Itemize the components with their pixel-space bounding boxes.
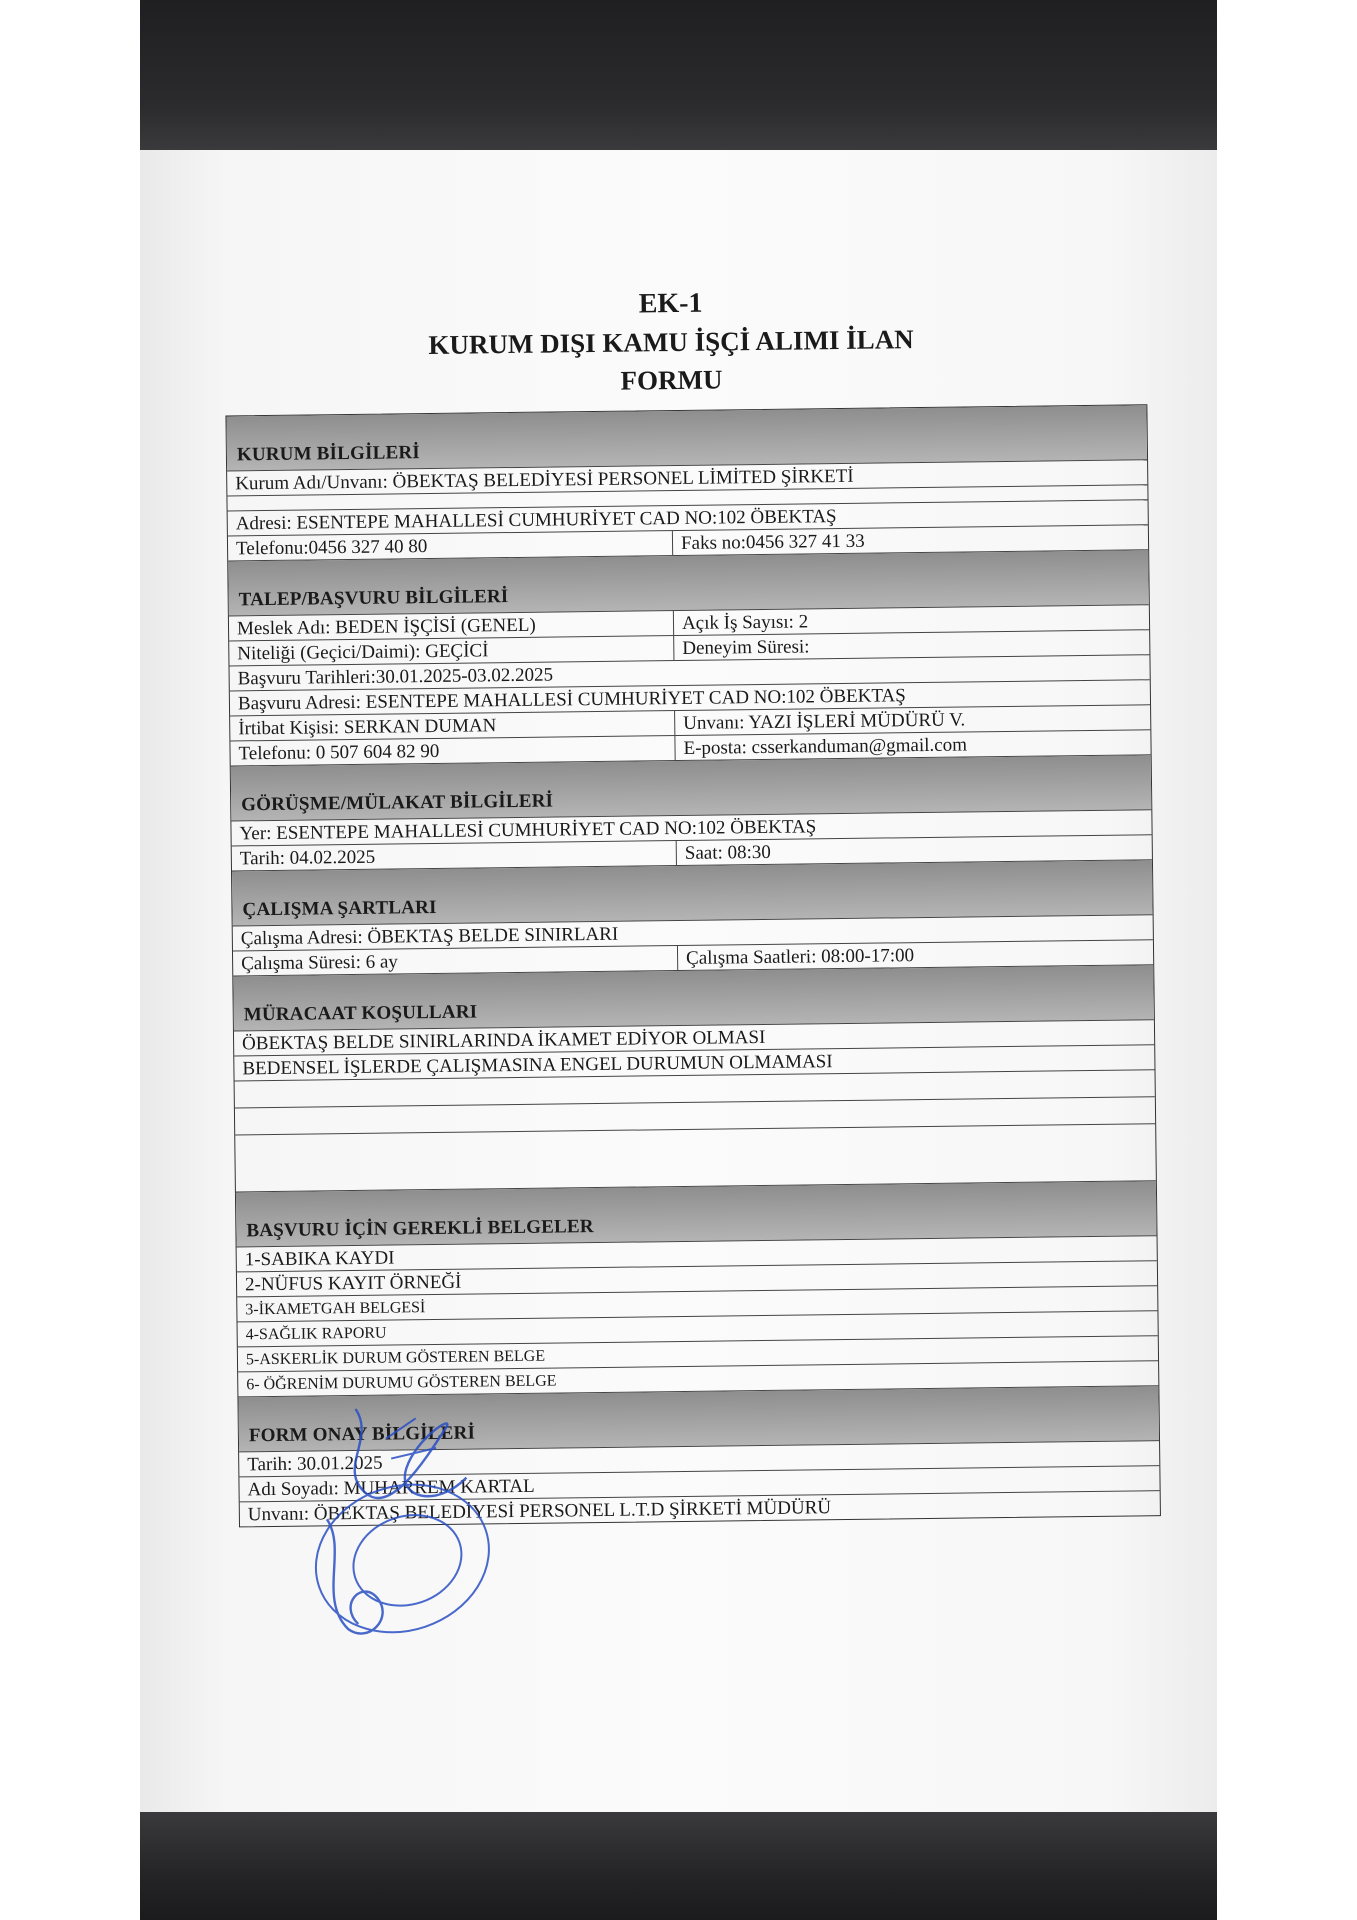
deneyim-suresi: Deneyim Süresi: — [682, 636, 810, 659]
irtibat-telefon: Telefonu: 0 507 604 82 90 — [230, 736, 675, 765]
irtibat-kisisi: İrtibat Kişisi: SERKAN DUMAN — [230, 711, 675, 740]
belge-item: 2-NÜFUS KAYIT ÖRNEĞİ — [244, 1271, 462, 1296]
belge-item: 5-ASKERLİK DURUM GÖSTEREN BELGE — [245, 1347, 546, 1369]
document-page — [140, 150, 1217, 1812]
calisma-adresi: Çalışma Adresi: ÖBEKTAŞ BELDE SINIRLARI — [240, 923, 619, 950]
section-header-belgeler: BAŞVURU İÇİN GEREKLİ BELGELER — [236, 1181, 1157, 1247]
belge-item: 6- ÖĞRENİM DURUMU GÖSTEREN BELGE — [246, 1372, 557, 1394]
title-line-2: KURUM DIŞI KAMU İŞÇİ ALIMI İLAN — [428, 324, 914, 361]
title-line-3: FORMU — [620, 364, 723, 396]
niteligi: Niteliği (Geçici/Daimi): GEÇİCİ — [229, 636, 674, 665]
belge-item: 4-SAĞLIK RAPORU — [245, 1324, 387, 1344]
meslek-adi: Meslek Adı: BEDEN İŞÇİSİ (GENEL) — [229, 611, 674, 640]
kurum-faks: Faks no:0456 327 41 33 — [680, 530, 865, 554]
kurum-telefon: Telefonu:0456 327 40 80 — [228, 531, 673, 560]
irtibat-unvani: Unvanı: YAZI İŞLERİ MÜDÜRÜ V. — [683, 709, 966, 734]
document-title — [132, 278, 1210, 405]
calisma-saatleri: Çalışma Saatleri: 08:00-17:00 — [685, 945, 915, 969]
section-header-talep: TALEP/BAŞVURU BİLGİLERİ — [228, 550, 1149, 616]
gorusme-yer: Yer: ESENTEPE MAHALLESİ CUMHURİYET CAD NO:102 ÖBEKTAŞ — [239, 816, 817, 845]
belge-item: 3-İKAMETGAH BELGESİ — [245, 1299, 426, 1319]
section-header-onay: FORM ONAY BİLGİLERİ — [238, 1386, 1159, 1452]
section-header-gorusme: GÖRÜŞME/MÜLAKAT BİLGİLERİ — [231, 755, 1152, 821]
section-header-kurum: KURUM BİLGİLERİ — [226, 405, 1147, 471]
photo-background-top — [0, 0, 1357, 150]
kurum-adi: Kurum Adı/Unvanı: ÖBEKTAŞ BELEDİYESİ PERSONEL LİMİTED ŞİRKETİ — [235, 465, 854, 495]
acik-is-sayisi: Açık İş Sayısı: 2 — [681, 611, 809, 634]
belge-item: 1-SABIKA KAYDI — [244, 1247, 395, 1271]
gorusme-tarih: Tarih: 04.02.2025 — [232, 841, 677, 870]
basvuru-tarihleri: Başvuru Tarihleri:30.01.2025-03.02.2025 — [237, 664, 554, 690]
photo-margin-left — [0, 0, 140, 1920]
kurum-adres: Adresi: ESENTEPE MAHALLESİ CUMHURİYET CAD NO:102 ÖBEKTAŞ — [235, 506, 837, 535]
photo-background-bottom — [140, 1812, 1217, 1920]
onay-unvan: Unvanı: ÖBEKTAŞ BELEDİYESİ PERSONEL L.T.D ŞİRKETİ MÜDÜRÜ — [247, 1497, 832, 1526]
gorusme-saat: Saat: 08:30 — [684, 841, 771, 864]
onay-adi-soyadi: Adı Soyadı: MUHARREM KARTAL — [247, 1475, 535, 1501]
stamp-inner-ring — [341, 1501, 473, 1620]
muracaat-kosulu: BEDENSEL İŞLERDE ÇALIŞMASINA ENGEL DURUMUN OLMAMASI — [242, 1051, 833, 1080]
muracaat-kosulu: ÖBEKTAŞ BELDE SINIRLARINDA İKAMET EDİYOR OLMASI — [241, 1026, 766, 1055]
onay-tarih: Tarih: 30.01.2025 — [247, 1452, 383, 1476]
irtibat-eposta: E-posta: csserkanduman@gmail.com — [683, 734, 968, 759]
photo-margin-right — [1217, 0, 1357, 1920]
section-header-calisma: ÇALIŞMA ŞARTLARI — [232, 860, 1153, 926]
signature-and-stamp — [295, 1397, 498, 1659]
calisma-suresi: Çalışma Süresi: 6 ay — [233, 946, 678, 975]
title-line-1: EK-1 — [638, 287, 703, 320]
basvuru-adresi: Başvuru Adresi: ESENTEPE MAHALLESİ CUMHURİYET CAD NO:102 ÖBEKTAŞ — [237, 685, 906, 715]
section-header-muracaat: MÜRACAAT KOŞULLARI — [233, 965, 1154, 1031]
application-form-table — [225, 404, 1161, 1527]
